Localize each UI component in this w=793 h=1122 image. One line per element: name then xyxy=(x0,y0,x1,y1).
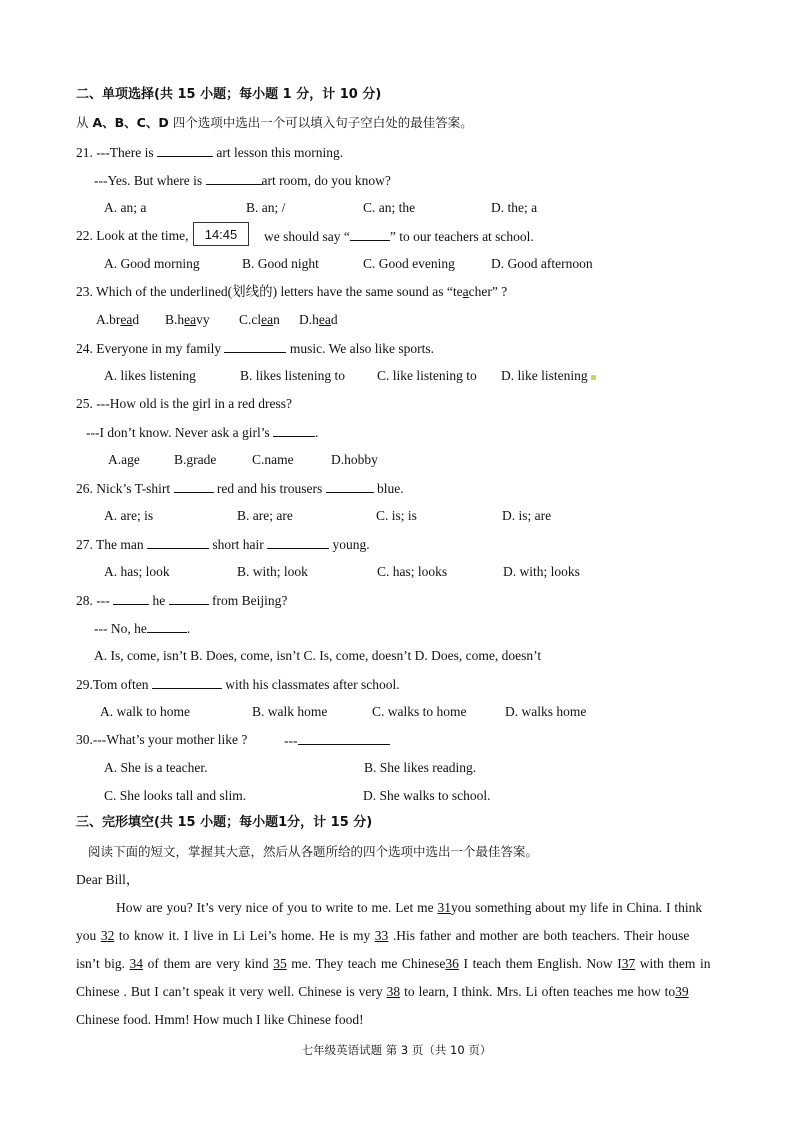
option-a: A.age xyxy=(108,452,140,467)
question-text: blue. xyxy=(377,481,404,496)
question-text: 29.Tom often xyxy=(76,677,149,692)
answer-blank xyxy=(350,227,390,241)
answer-blank xyxy=(157,143,213,157)
question-30-line-1 xyxy=(76,731,247,749)
answer-blank xyxy=(174,479,214,493)
option-d: D. walks home xyxy=(505,704,587,719)
section-2-title: 二、单项选择 xyxy=(76,87,155,102)
question-text: 26. Nick’s T-shirt xyxy=(76,481,171,496)
question-text: art lesson this morning. xyxy=(216,145,344,160)
question-text: 27. The man xyxy=(76,537,144,552)
letter-line-3: isn’t big. 34 of them are very kind 35 me. They teach me Chinese36 I teach them English. Now I37 with them in xyxy=(76,956,711,971)
instr-letters: A、B、C、D xyxy=(92,115,169,130)
blank-number: 38 xyxy=(386,984,401,999)
question-text: art room, do you know? xyxy=(261,173,391,188)
section-3-heading xyxy=(76,814,372,832)
question-28-line-1 xyxy=(76,591,287,610)
question-22-line-1b xyxy=(264,227,534,246)
answer-blank xyxy=(267,535,329,549)
option-a: A. walk to home xyxy=(100,704,190,719)
blank-number: 32 xyxy=(100,928,115,943)
option-a: A.bread xyxy=(96,312,140,327)
option-d: D. the; a xyxy=(491,200,538,215)
section-2-heading xyxy=(76,86,381,104)
question-text: short hair xyxy=(212,537,264,552)
option-a: A. Good morning xyxy=(104,256,200,271)
question-text: . xyxy=(186,621,191,636)
answer-blank xyxy=(326,479,374,493)
option-b: B. walk home xyxy=(252,704,328,719)
question-text: 30.---What’s your mother like ? xyxy=(76,732,248,747)
option-c: C.name xyxy=(252,452,294,467)
question-23-line-1 xyxy=(76,283,507,301)
time-value: 14:45 xyxy=(204,226,238,242)
question-text: young. xyxy=(332,537,370,552)
blank-number: 36 xyxy=(445,956,459,971)
section-3-title: 三、完形填空 xyxy=(76,815,155,830)
question-text: he xyxy=(152,593,166,608)
question-28-line-2 xyxy=(94,619,190,638)
letter-line-4: Chinese . But I can’t speak it very well. Chinese is very 38 to learn, I think. Mrs. Li often teaches me how to39 xyxy=(76,984,689,999)
section-3-note: (共 15 小题；每小题1分，计 15 分) xyxy=(154,815,373,830)
option-a: A. an; a xyxy=(104,200,147,215)
option-c: C. an; the xyxy=(363,200,416,215)
question-28-options: A. Is, come, isn’t B. Does, come, isn’t C. Is, come, doesn’t D. Does, come, doesn’t xyxy=(94,648,542,663)
option-b: B.grade xyxy=(174,452,217,467)
blank-number: 35 xyxy=(273,956,287,971)
blank-number: 39 xyxy=(675,984,689,999)
blank-number: 34 xyxy=(129,956,144,971)
question-22-line-1a xyxy=(76,227,188,245)
blank-number: 31 xyxy=(437,900,452,915)
question-24-line-1 xyxy=(76,339,434,358)
section-3-instructions: 阅读下面的短文，掌握其大意，然后从各题所给的四个选项中选出一个最佳答案。 xyxy=(88,844,539,859)
option-b: B.heavy xyxy=(165,312,210,327)
question-text: red and his trousers xyxy=(216,481,323,496)
option-b: B. She likes reading. xyxy=(364,760,477,775)
letter-body xyxy=(76,894,718,1034)
option-d: D. with; looks xyxy=(503,564,580,579)
question-text: 21. ---There is xyxy=(76,145,154,160)
question-25-line-1: 25. ---How old is the girl in a red dress? xyxy=(76,396,292,411)
question-text: from Beijing? xyxy=(212,593,288,608)
answer-blank xyxy=(206,171,262,185)
page-footer: 七年级英语试题 第 3 页（共 10 页） xyxy=(301,1043,492,1057)
section-2-note: (共 15 小题；每小题 1 分，计 10 分) xyxy=(154,87,382,102)
option-a: A. likes listening xyxy=(104,368,196,383)
underlined-letters: a xyxy=(462,284,469,299)
answer-blank xyxy=(113,591,149,605)
option-b: B. Good night xyxy=(242,256,319,271)
option-d: D.hobby xyxy=(331,452,378,467)
section-2-instructions xyxy=(76,114,473,132)
question-text: 28. --- xyxy=(76,593,110,608)
letter-greeting: Dear Bill， xyxy=(76,872,140,887)
option-d: D. She walks to school. xyxy=(363,788,491,803)
question-text: --- xyxy=(284,733,298,748)
option-b: B. an; / xyxy=(246,200,286,215)
option-c: C. walks to home xyxy=(372,704,467,719)
question-text: --- No, he xyxy=(94,621,147,636)
option-c: C. has; looks xyxy=(377,564,448,579)
question-26-line-1 xyxy=(76,479,404,498)
question-text: ---Yes. But where is xyxy=(94,173,203,188)
letter-line-5: Chinese food. Hmm! How much I like Chinese food! xyxy=(76,1012,364,1027)
question-21-line-1 xyxy=(76,143,343,162)
highlight-mark xyxy=(591,375,596,380)
option-c: C.clean xyxy=(239,312,280,327)
option-d: D. is; are xyxy=(502,508,552,523)
time-box xyxy=(193,222,249,246)
question-21-line-2 xyxy=(94,171,391,190)
answer-blank xyxy=(298,731,390,745)
option-a: A. She is a teacher. xyxy=(104,760,208,775)
question-text: 22. Look at the time, xyxy=(76,228,189,243)
question-text: we should say “ xyxy=(264,229,350,244)
question-29-line-1 xyxy=(76,675,400,694)
instr-text: 四个选项中选出一个可以填入句子空白处的最佳答案。 xyxy=(168,115,473,130)
option-c: C. She looks tall and slim. xyxy=(104,788,247,803)
question-text: 23. Which of the underlined(划线的) letters have the same sound as “te xyxy=(76,284,463,299)
question-text: music. We also like sports. xyxy=(289,341,434,356)
answer-blank xyxy=(169,591,209,605)
question-text: . xyxy=(315,425,319,440)
option-d: D.head xyxy=(299,312,338,327)
answer-blank xyxy=(224,339,286,353)
answer-blank xyxy=(273,423,315,437)
question-text: 24. Everyone in my family xyxy=(76,341,222,356)
option-b: B. are; are xyxy=(237,508,293,523)
answer-blank xyxy=(152,675,222,689)
question-text: ” to our teachers at school. xyxy=(389,229,534,244)
answer-blank xyxy=(147,619,187,633)
option-b: B. likes listening to xyxy=(240,368,346,383)
option-b: B. with; look xyxy=(237,564,308,579)
option-d: D. like listening xyxy=(501,368,588,383)
letter-line-1: How are you? It’s very nice of you to write to me. Let me 31you something about my life in China. I think xyxy=(116,900,703,915)
option-a: A. are; is xyxy=(104,508,154,523)
option-c: C. Good evening xyxy=(363,256,455,271)
question-30-answer xyxy=(284,731,390,750)
blank-number: 37 xyxy=(621,956,636,971)
question-text: ---I don’t know. Never ask a girl’s xyxy=(86,425,270,440)
option-d: D. Good afternoon xyxy=(491,256,593,271)
question-text: cher” ? xyxy=(468,284,508,299)
option-c: C. like listening to xyxy=(377,368,477,383)
answer-blank xyxy=(147,535,209,549)
blank-number: 33 xyxy=(374,928,389,943)
question-text: with his classmates after school. xyxy=(225,677,400,692)
letter-line-2: you 32 to know it. I live in Li Lei’s home. He is my 33 .His father and mother are both teachers. Their house xyxy=(76,928,690,943)
option-a: A. has; look xyxy=(104,564,170,579)
instr-text: 从 xyxy=(76,115,93,130)
question-25-line-2 xyxy=(86,423,318,442)
option-c: C. is; is xyxy=(376,508,417,523)
question-27-line-1 xyxy=(76,535,370,554)
